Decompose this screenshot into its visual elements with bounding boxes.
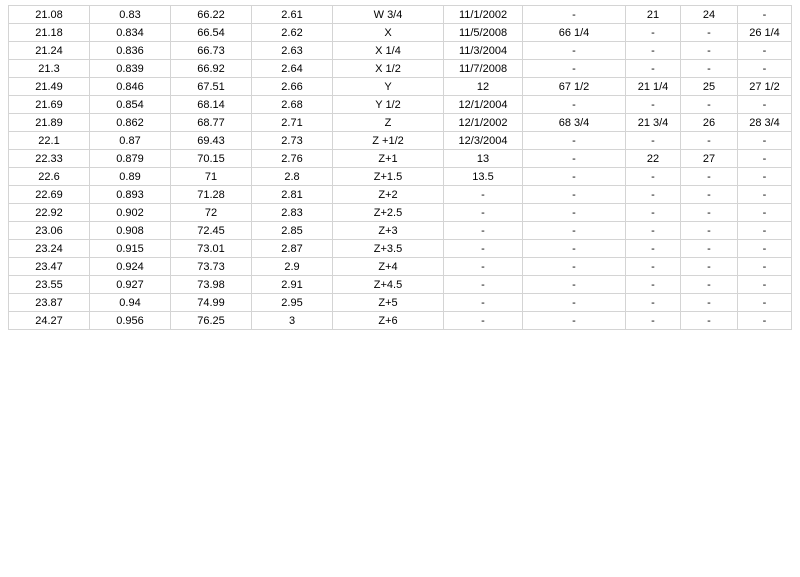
table-cell: 11/7/2008	[444, 60, 523, 78]
table-cell: 2.61	[252, 6, 333, 24]
table-cell: -	[523, 132, 626, 150]
table-cell: 2.83	[252, 204, 333, 222]
table-cell: Y 1/2	[333, 96, 444, 114]
table-cell: 21	[626, 6, 681, 24]
table-cell: -	[523, 276, 626, 294]
table-cell: 2.64	[252, 60, 333, 78]
table-cell: 0.927	[90, 276, 171, 294]
table-cell: 0.94	[90, 294, 171, 312]
table-cell: -	[444, 312, 523, 330]
table-cell: -	[523, 42, 626, 60]
table-cell: 2.8	[252, 168, 333, 186]
table-cell: 23.87	[9, 294, 90, 312]
table-row	[9, 312, 792, 330]
table-cell: Z+4	[333, 258, 444, 276]
table-cell: -	[626, 312, 681, 330]
table-cell: -	[523, 96, 626, 114]
table-cell: 2.63	[252, 42, 333, 60]
table-cell: -	[681, 240, 738, 258]
table-row	[9, 204, 792, 222]
table-cell: 12	[444, 78, 523, 96]
table-row	[9, 24, 792, 42]
table-cell: -	[523, 240, 626, 258]
table-cell: -	[523, 204, 626, 222]
table-row	[9, 222, 792, 240]
table-cell: 0.834	[90, 24, 171, 42]
table-cell: X 1/2	[333, 60, 444, 78]
table-cell: 69.43	[171, 132, 252, 150]
table-cell: -	[523, 258, 626, 276]
table-cell: -	[444, 258, 523, 276]
table-cell: 0.956	[90, 312, 171, 330]
table-cell: 0.893	[90, 186, 171, 204]
table-cell: Z+1.5	[333, 168, 444, 186]
table-cell: 0.902	[90, 204, 171, 222]
table-cell: -	[626, 132, 681, 150]
table-cell: 2.76	[252, 150, 333, 168]
table-cell: 0.83	[90, 6, 171, 24]
table-cell: 71	[171, 168, 252, 186]
table-cell: -	[738, 240, 792, 258]
table-cell: -	[444, 294, 523, 312]
table-cell: Z	[333, 114, 444, 132]
table-cell: 27 1/2	[738, 78, 792, 96]
table-cell: 2.71	[252, 114, 333, 132]
table-cell: Y	[333, 78, 444, 96]
table-cell: 73.98	[171, 276, 252, 294]
table-cell: 2.95	[252, 294, 333, 312]
table-cell: 71.28	[171, 186, 252, 204]
table-cell: 21.89	[9, 114, 90, 132]
table-cell: 0.924	[90, 258, 171, 276]
table-cell: 22.92	[9, 204, 90, 222]
table-cell: Z +1/2	[333, 132, 444, 150]
table-cell: 11/1/2002	[444, 6, 523, 24]
table-cell: 2.73	[252, 132, 333, 150]
table-cell: -	[523, 294, 626, 312]
table-cell: 2.66	[252, 78, 333, 96]
table-cell: -	[523, 186, 626, 204]
table-cell: -	[444, 186, 523, 204]
table-cell: 70.15	[171, 150, 252, 168]
table-cell: -	[681, 222, 738, 240]
table-cell: 11/5/2008	[444, 24, 523, 42]
table-cell: 12/3/2004	[444, 132, 523, 150]
table-cell: Z+2	[333, 186, 444, 204]
table-cell: 66.73	[171, 42, 252, 60]
table-row	[9, 42, 792, 60]
table-cell: 27	[681, 150, 738, 168]
table-cell: 2.87	[252, 240, 333, 258]
table-cell: 68 3/4	[523, 114, 626, 132]
table-cell: -	[681, 96, 738, 114]
table-row	[9, 132, 792, 150]
size-conversion-table	[8, 5, 792, 330]
table-cell: 12/1/2004	[444, 96, 523, 114]
table-cell: 73.73	[171, 258, 252, 276]
table-cell: 12/1/2002	[444, 114, 523, 132]
table-cell: -	[681, 204, 738, 222]
table-cell: Z+6	[333, 312, 444, 330]
table-cell: 74.99	[171, 294, 252, 312]
table-cell: -	[738, 60, 792, 78]
table-cell: 22	[626, 150, 681, 168]
table-cell: X	[333, 24, 444, 42]
table-cell: -	[681, 60, 738, 78]
table-cell: -	[681, 258, 738, 276]
table-cell: -	[444, 276, 523, 294]
table-cell: 28 3/4	[738, 114, 792, 132]
table-cell: 0.862	[90, 114, 171, 132]
table-cell: 22.33	[9, 150, 90, 168]
table-cell: -	[626, 258, 681, 276]
table-row	[9, 96, 792, 114]
table-cell: 3	[252, 312, 333, 330]
table-row	[9, 168, 792, 186]
table-cell: Z+5	[333, 294, 444, 312]
table-cell: 21 3/4	[626, 114, 681, 132]
table-cell: 21.24	[9, 42, 90, 60]
table-cell: 22.69	[9, 186, 90, 204]
table-cell: -	[738, 132, 792, 150]
table-cell: 21.49	[9, 78, 90, 96]
table-cell: -	[681, 186, 738, 204]
table-cell: 24	[681, 6, 738, 24]
table-cell: Z+2.5	[333, 204, 444, 222]
table-cell: 26 1/4	[738, 24, 792, 42]
table-cell: Z+1	[333, 150, 444, 168]
table-cell: Z+3.5	[333, 240, 444, 258]
table-cell: X 1/4	[333, 42, 444, 60]
table-cell: -	[738, 168, 792, 186]
table-row	[9, 114, 792, 132]
table-cell: -	[626, 294, 681, 312]
table-cell: -	[738, 222, 792, 240]
table-cell: 0.854	[90, 96, 171, 114]
table-cell: 13.5	[444, 168, 523, 186]
table-cell: -	[681, 42, 738, 60]
table-cell: -	[738, 6, 792, 24]
table-cell: 0.87	[90, 132, 171, 150]
table-cell: 0.839	[90, 60, 171, 78]
table-cell: 67 1/2	[523, 78, 626, 96]
table-row	[9, 258, 792, 276]
table-row	[9, 78, 792, 96]
table-cell: 23.55	[9, 276, 90, 294]
table-cell: 72	[171, 204, 252, 222]
table-cell: 2.68	[252, 96, 333, 114]
table-cell: -	[626, 96, 681, 114]
table-row	[9, 60, 792, 78]
table-cell: 66 1/4	[523, 24, 626, 42]
table-cell: -	[523, 60, 626, 78]
table-cell: Z+4.5	[333, 276, 444, 294]
table-cell: 23.06	[9, 222, 90, 240]
table-cell: -	[681, 276, 738, 294]
table-row	[9, 276, 792, 294]
table-cell: 73.01	[171, 240, 252, 258]
table-cell: -	[738, 186, 792, 204]
table-cell: 2.81	[252, 186, 333, 204]
table-row	[9, 186, 792, 204]
table-cell: 0.836	[90, 42, 171, 60]
table-cell: -	[738, 294, 792, 312]
table-cell: 11/3/2004	[444, 42, 523, 60]
table-cell: -	[681, 132, 738, 150]
table-cell: -	[626, 60, 681, 78]
table-cell: -	[681, 312, 738, 330]
table-cell: -	[626, 204, 681, 222]
table-cell: 67.51	[171, 78, 252, 96]
table-cell: 21.08	[9, 6, 90, 24]
table-cell: 68.14	[171, 96, 252, 114]
table-cell: 21 1/4	[626, 78, 681, 96]
table-cell: 76.25	[171, 312, 252, 330]
table-cell: -	[738, 42, 792, 60]
table-cell: 0.915	[90, 240, 171, 258]
table-row	[9, 6, 792, 24]
table-cell: 0.879	[90, 150, 171, 168]
table-cell: 66.92	[171, 60, 252, 78]
table-cell: Z+3	[333, 222, 444, 240]
table-cell: -	[626, 168, 681, 186]
table-cell: -	[738, 276, 792, 294]
table-row	[9, 240, 792, 258]
table-cell: -	[523, 168, 626, 186]
table-cell: 21.69	[9, 96, 90, 114]
table-cell: -	[523, 150, 626, 168]
table-cell: -	[681, 168, 738, 186]
table-cell: 2.91	[252, 276, 333, 294]
table-cell: 72.45	[171, 222, 252, 240]
table-cell: 22.1	[9, 132, 90, 150]
table-cell: -	[626, 24, 681, 42]
table-cell: -	[626, 222, 681, 240]
table-row	[9, 294, 792, 312]
table-cell: -	[626, 240, 681, 258]
table-cell: 13	[444, 150, 523, 168]
table-cell: 23.47	[9, 258, 90, 276]
table-cell: 0.908	[90, 222, 171, 240]
table-body	[9, 6, 792, 330]
table-cell: -	[738, 258, 792, 276]
table-cell: -	[738, 150, 792, 168]
table-cell: 0.846	[90, 78, 171, 96]
table-cell: 2.9	[252, 258, 333, 276]
table-cell: -	[681, 294, 738, 312]
table-cell: -	[738, 312, 792, 330]
table-cell: -	[681, 24, 738, 42]
table-cell: 2.85	[252, 222, 333, 240]
table-cell: -	[523, 222, 626, 240]
table-cell: 26	[681, 114, 738, 132]
table-cell: -	[626, 276, 681, 294]
table-cell: -	[444, 204, 523, 222]
table-cell: 25	[681, 78, 738, 96]
table-cell: 23.24	[9, 240, 90, 258]
table-cell: 21.3	[9, 60, 90, 78]
table-cell: 68.77	[171, 114, 252, 132]
table-cell: -	[738, 96, 792, 114]
table-row	[9, 150, 792, 168]
table-cell: -	[738, 204, 792, 222]
table-cell: 21.18	[9, 24, 90, 42]
table-cell: -	[523, 312, 626, 330]
table-cell: -	[444, 240, 523, 258]
table-cell: -	[626, 42, 681, 60]
table-cell: 24.27	[9, 312, 90, 330]
table-cell: 66.22	[171, 6, 252, 24]
table-cell: -	[444, 222, 523, 240]
table-cell: 0.89	[90, 168, 171, 186]
table-cell: 66.54	[171, 24, 252, 42]
table-cell: 2.62	[252, 24, 333, 42]
table-cell: W 3/4	[333, 6, 444, 24]
table-cell: -	[626, 186, 681, 204]
table-cell: -	[523, 6, 626, 24]
table-cell: 22.6	[9, 168, 90, 186]
